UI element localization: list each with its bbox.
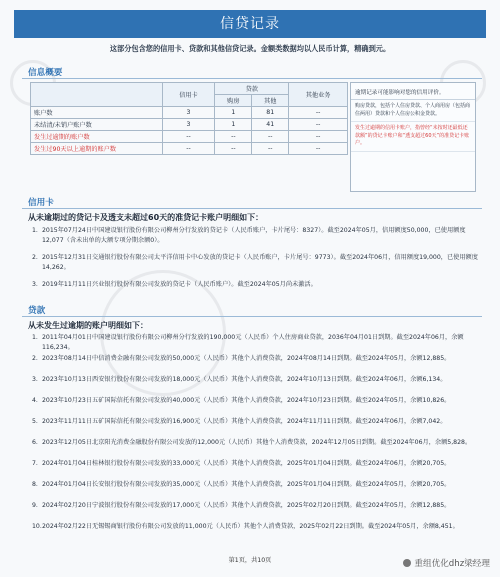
table-row: 账户数 3 1 81 -- bbox=[31, 107, 348, 119]
account-avatar-icon bbox=[403, 559, 411, 567]
summary-table bbox=[30, 82, 348, 155]
loan-section-title: 贷款 bbox=[28, 306, 46, 316]
list-item: 2. 2015年12月31日交通银行股份有限公司太平洋信用卡中心发放的贷记卡（人民币账户，卡片尾号：9773）。截至2024年06月，信用额度19,000，已使用额度14,262。 bbox=[32, 254, 478, 271]
credit-card-section-title: 信用卡 bbox=[28, 198, 54, 208]
page-number: 第1页，共10页 bbox=[228, 557, 272, 564]
note-row: 购房贷款，包括个人住房贷款、个人商用房（包括商住两用）贷款和个人住房公积金贷款。 bbox=[351, 100, 475, 122]
col-housing: 购房 bbox=[215, 95, 252, 107]
list-item: 2. 2023年08月14日中信消费金融有限公司发放的50,000元（人民币）其他个人消费贷款，2024年08月14日到期。截至2024年05月，余额12,885。 bbox=[32, 355, 451, 362]
divider bbox=[22, 208, 482, 209]
note-header: 逾期记录可能影响对您的信用评价。 bbox=[351, 83, 475, 100]
credit-card-subtitle: 从未逾期过的贷记卡及透支未超过60天的准贷记卡账户明细如下： bbox=[28, 213, 264, 222]
col-other-business: 其他业务 bbox=[289, 83, 348, 107]
summary-section-title: 信息概要 bbox=[28, 68, 63, 78]
loan-subtitle: 从未发生过逾期的账户明细如下： bbox=[28, 321, 148, 330]
list-item: 10. 2024年02月22日无锡锡商银行股份有限公司发放的11,000元（人民币）其他个人消费贷款，2025年02月22日到期。截至2024年05月，余额8,451。 bbox=[32, 523, 459, 530]
list-item: 4. 2023年10月23日五矿国际信托有限公司发放的40,000元（人民币）其他个人消费贷款，2024年10月23日到期。截至2024年05月，余额10,826。 bbox=[32, 397, 451, 404]
list-item: 5. 2023年11月11日五矿国际信托有限公司发放的16,900元（人民币）其他个人消费贷款，2024年11月11日到期。截至2024年06月，余额7,042。 bbox=[32, 418, 447, 425]
watermark-label: 重组优化dhz梁经理 bbox=[403, 557, 490, 569]
col-other: 其他 bbox=[252, 95, 289, 107]
col-credit-card: 信用卡 bbox=[162, 83, 215, 107]
list-item: 1. 2015年07月24日中国建设银行股份有限公司柳州分行发放的贷记卡（人民币账户，卡片尾号：8327）。截至2024年05月，信用额度50,000，已使用额度12,077（含未出单的大额专项分期余额0）。 bbox=[32, 227, 466, 244]
list-item: 7. 2024年01月04日桂林银行股份有限公司发放的33,000元（人民币）其他个人消费贷款，2025年01月04日到期。截至2024年06月，余额20,705。 bbox=[32, 460, 451, 467]
list-item: 9. 2024年02月20日宁波银行股份有限公司发放的17,000元（人民币）其他个人消费贷款，2025年02月20日到期。截至2024年05月，余额12,885。 bbox=[32, 502, 451, 509]
divider bbox=[22, 316, 482, 317]
divider bbox=[22, 78, 482, 79]
list-item: 6. 2023年12月05日北京阳光消费金融股份有限公司发放的12,000元（人民币）其他个人消费贷款，2024年12月05日到期。截至2024年06月，余额5,828。 bbox=[32, 439, 472, 446]
intro-text: 这部分包含您的信用卡、贷款和其他信贷记录。金额类数据均以人民币计算，精确到元。 bbox=[109, 44, 391, 53]
summary-corner-cell bbox=[31, 83, 163, 107]
table-row: 发生过90天以上逾期的账户数 -- -- -- -- bbox=[31, 143, 348, 155]
list-item: 8. 2024年01月04日长安银行股份有限公司发放的35,000元（人民币）其他个人消费贷款，2025年01月04日到期。截至2024年05月，余额20,705。 bbox=[32, 481, 451, 488]
summary-note-panel bbox=[350, 82, 476, 192]
table-row: 未结清/未销户账户数 3 1 41 -- bbox=[31, 119, 348, 131]
list-item: 1. 2011年04月01日中国建设银行股份有限公司柳州分行发放的190,000元（人民币）个人住房商业贷款，2036年04月01日到期。截至2024年06月，余额116,234。 bbox=[32, 334, 464, 351]
page-title: 信贷记录 bbox=[14, 10, 486, 38]
note-row: 发生过逾期的信用卡账户，指曾经“未按时还最低还款额”的贷记卡账户和“透支超过60天”的准贷记卡账户。 bbox=[351, 122, 475, 152]
table-row: 发生过逾期的账户数 -- -- -- -- bbox=[31, 131, 348, 143]
list-item: 3. 2023年10月13日西安银行股份有限公司发放的18,000元（人民币）其他个人消费贷款，2024年10月13日到期。截至2024年06月，余额6,134。 bbox=[32, 376, 447, 383]
list-item: 3. 2019年11月11日兴业银行股份有限公司发放的贷记卡（人民币账户）。截至2024年05月尚未激活。 bbox=[32, 281, 317, 288]
col-loan: 贷款 bbox=[215, 83, 289, 95]
